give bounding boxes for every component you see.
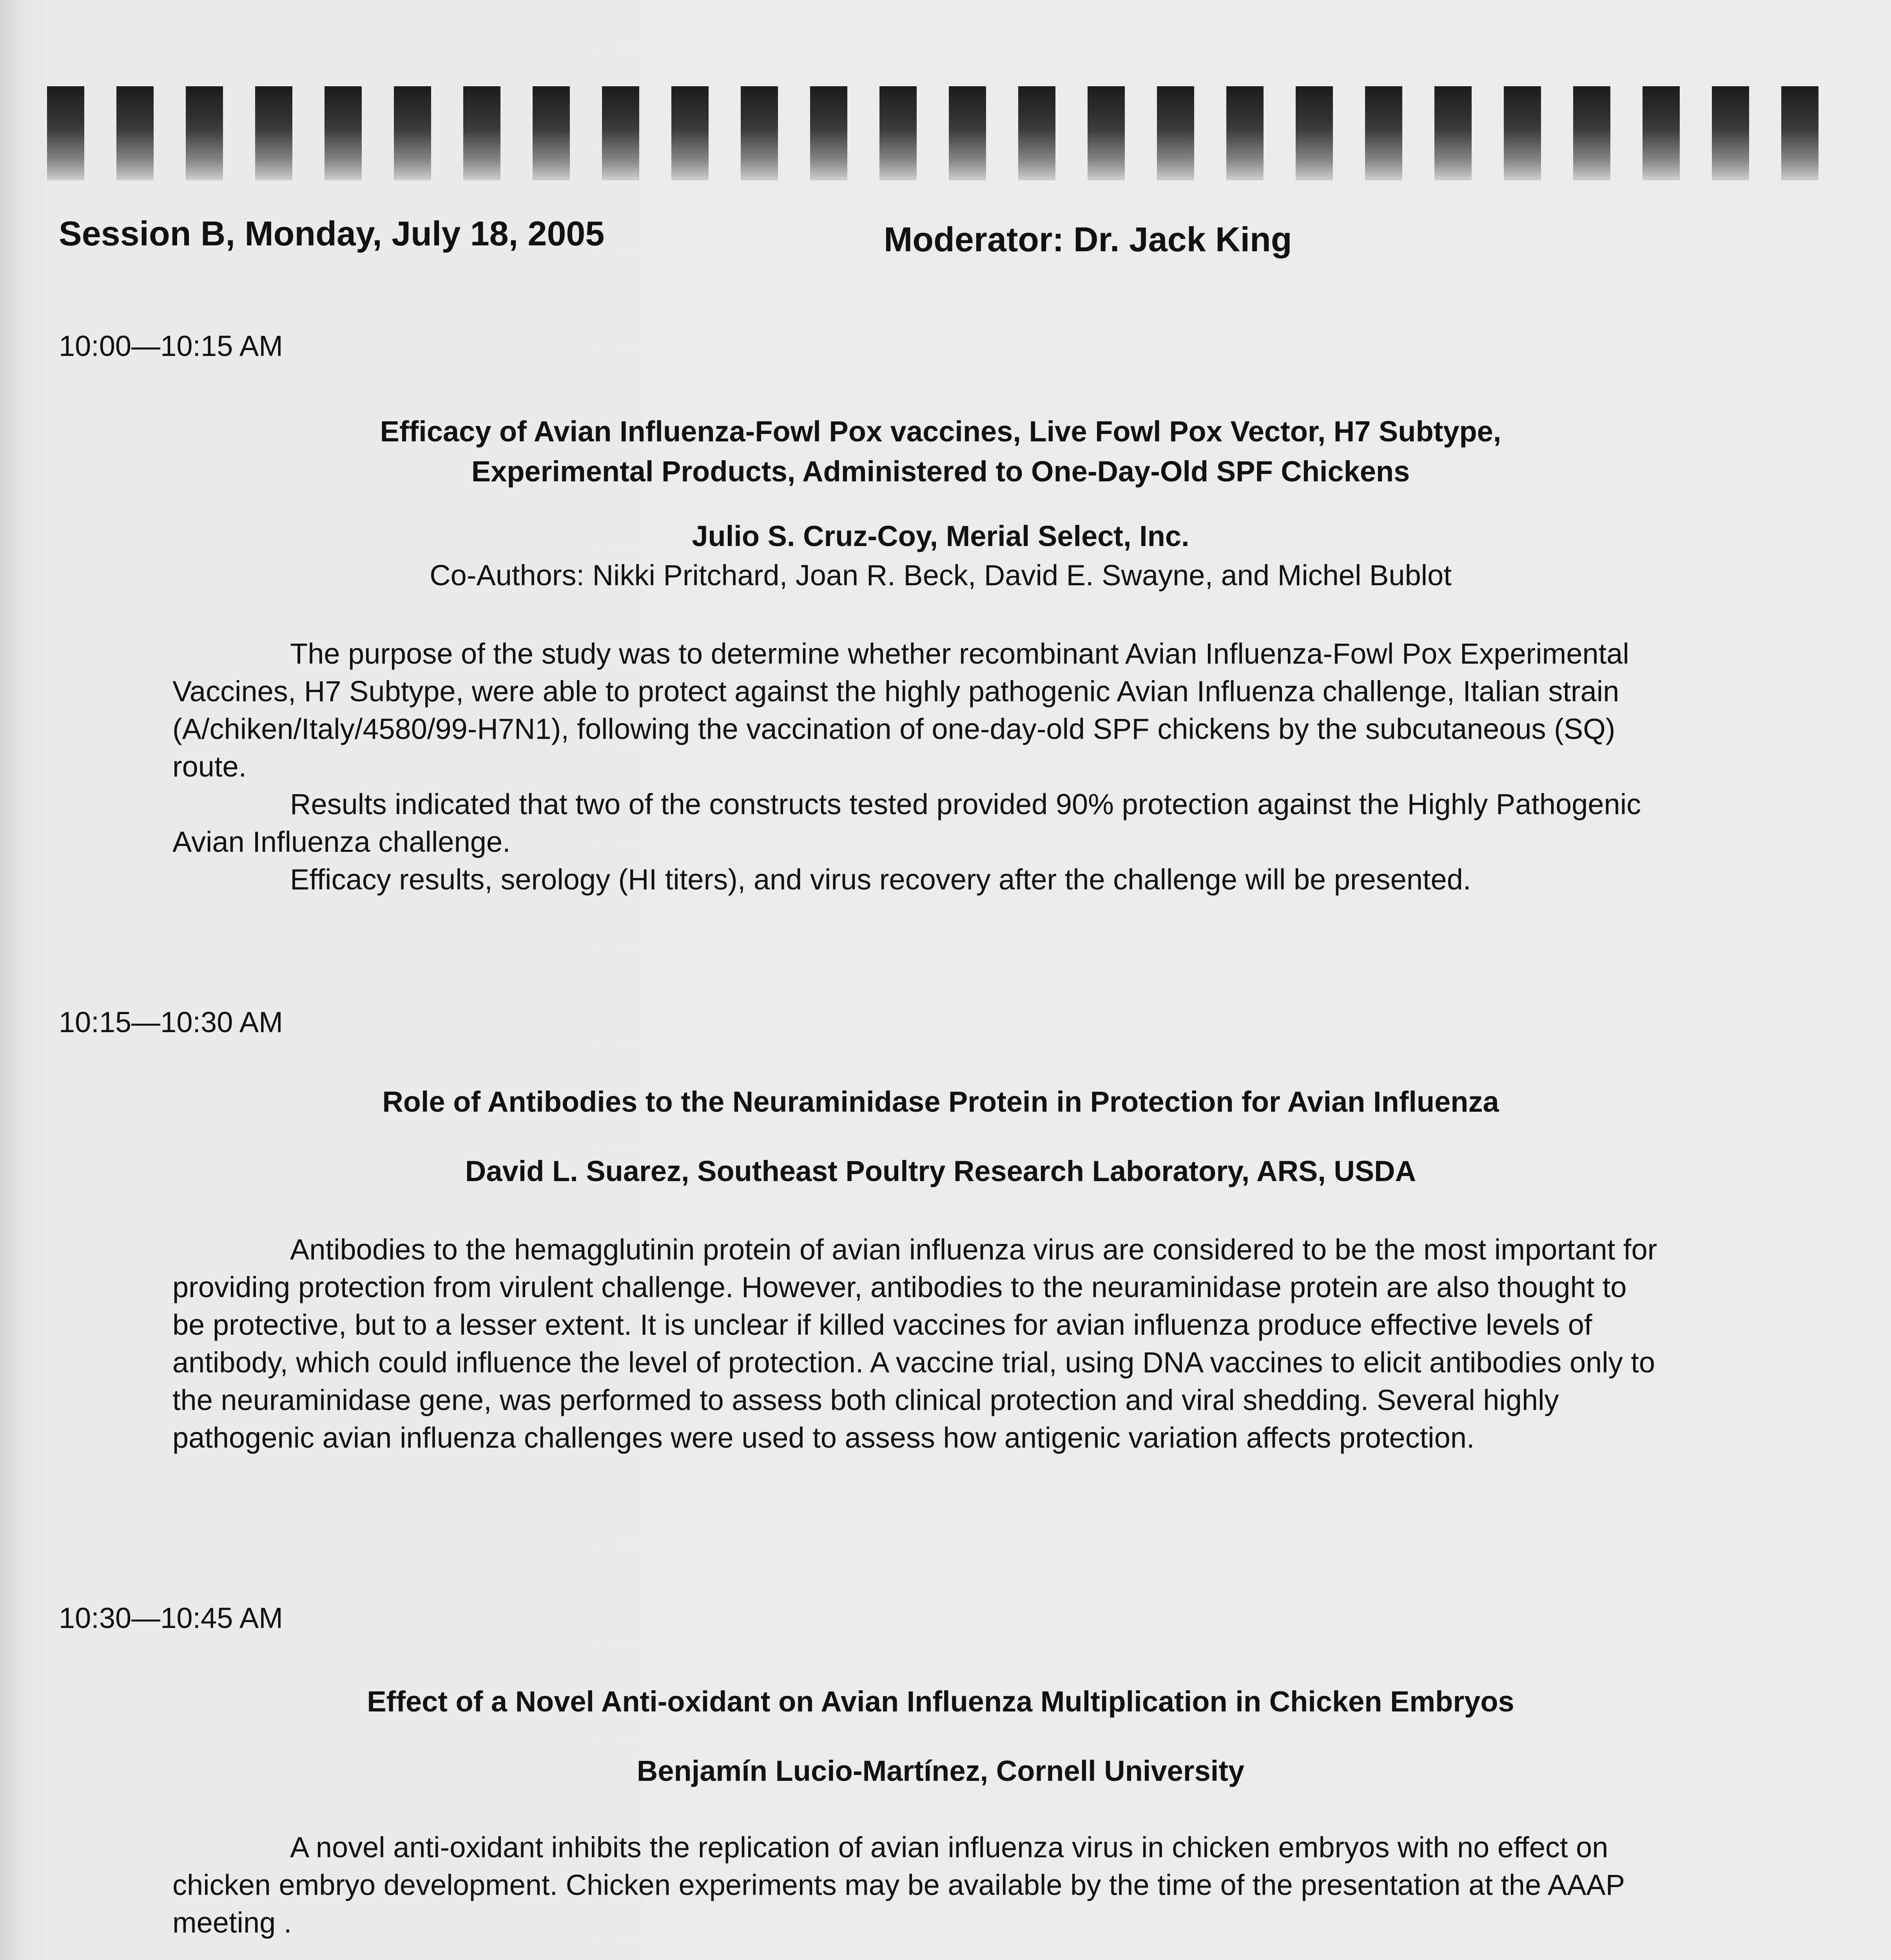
talk-time: 10:15—10:30 AM <box>59 1006 283 1038</box>
binding-tab <box>879 86 917 180</box>
binding-tab <box>949 86 986 180</box>
talk-time: 10:00—10:15 AM <box>59 330 283 362</box>
talk-abstract <box>172 1829 1658 1942</box>
talk-time: 10:30—10:45 AM <box>59 1602 283 1634</box>
binding-tab <box>1365 86 1402 180</box>
binding-tab <box>1088 86 1125 180</box>
binding-tab <box>810 86 847 180</box>
binding-tab <box>602 86 639 180</box>
binding-tab <box>1157 86 1194 180</box>
moderator-heading: Moderator: Dr. Jack King <box>884 220 1292 259</box>
binding-tab <box>1018 86 1055 180</box>
binding-tab <box>1781 86 1818 180</box>
talk-title-line: Role of Antibodies to the Neuraminidase Protein in Protection for Avian Influenza <box>382 1085 1499 1118</box>
binding-tab <box>463 86 500 180</box>
spiral-binding <box>47 86 1818 180</box>
binding-tab <box>1296 86 1333 180</box>
talk-title <box>78 1082 1803 1122</box>
talk-title <box>78 412 1803 492</box>
talk-author: Julio S. Cruz-Coy, Merial Select, Inc. <box>692 520 1189 552</box>
abstract-paragraph: Antibodies to the hemagglutinin protein of avian influenza virus are considered to be the most important for providing protection from virulent challenge. However, antibodies to the neuraminidase protein are also thought to be protective, but to a lesser extent. It is unclear if killed vaccines for avian influenza produce effective levels of antibody, which could influence the level of protection. A vaccine trial, using DNA vaccines to elicit antibodies only to the neuraminidase gene, was performed to assess both clinical protection and viral shedding. Several highly pathogenic avian influenza challenges were used to assess how antigenic variation affects protection. <box>172 1233 1657 1454</box>
abstract-paragraph: The purpose of the study was to determine whether recombinant Avian Influenza-Fowl Pox Experimental Vaccines, H7 Subtype, were able to protect against the highly pathogenic Avian Influenza challenge, Italian strain (A/chiken/Italy/4580/99-H7N1), following the vaccination of one-day-old SPF chickens by the subcutaneous (SQ) route. <box>172 637 1629 783</box>
talk-title-line: Effect of a Novel Anti-oxidant on Avian Influenza Multiplication in Chicken Embryos <box>367 1685 1514 1718</box>
binding-tab <box>1643 86 1680 180</box>
binding-tab <box>116 86 154 180</box>
abstract-paragraph: Efficacy results, serology (HI titers), and virus recovery after the challenge will be presented. <box>290 863 1471 896</box>
talk-abstract <box>172 635 1658 898</box>
binding-tab <box>1226 86 1264 180</box>
binding-tab <box>1712 86 1749 180</box>
talk-title-line: Experimental Products, Administered to One-Day-Old SPF Chickens <box>471 455 1410 488</box>
abstract-paragraph: A novel anti-oxidant inhibits the replication of avian influenza virus in chicken embryos with no effect on chicken embryo development. Chicken experiments may be available by the time of the presentation at the AAAP meeting . <box>172 1831 1624 1939</box>
binding-tab <box>47 86 84 180</box>
session-heading: Session B, Monday, July 18, 2005 <box>59 214 605 253</box>
binding-tab <box>533 86 570 180</box>
binding-tab <box>1504 86 1541 180</box>
binding-tab <box>394 86 431 180</box>
talk-abstract <box>172 1231 1658 1457</box>
talk-author: Benjamín Lucio-Martínez, Cornell University <box>636 1755 1245 1787</box>
talk-title-line: Efficacy of Avian Influenza-Fowl Pox vaccines, Live Fowl Pox Vector, H7 Subtype, <box>380 415 1501 448</box>
binding-tab <box>255 86 292 180</box>
abstract-paragraph: Results indicated that two of the constructs tested provided 90% protection against the Highly Pathogenic Avian Influenza challenge. <box>172 788 1641 858</box>
binding-tab <box>671 86 709 180</box>
talk-coauthors: Co-Authors: Nikki Pritchard, Joan R. Beck, David E. Swayne, and Michel Bublot <box>430 559 1452 592</box>
binding-tab <box>1434 86 1472 180</box>
binding-tab <box>741 86 778 180</box>
binding-tab <box>1573 86 1610 180</box>
binding-tab <box>325 86 362 180</box>
talk-author: David L. Suarez, Southeast Poultry Research Laboratory, ARS, USDA <box>465 1155 1416 1187</box>
talk-title <box>78 1682 1803 1722</box>
binding-tab <box>186 86 223 180</box>
